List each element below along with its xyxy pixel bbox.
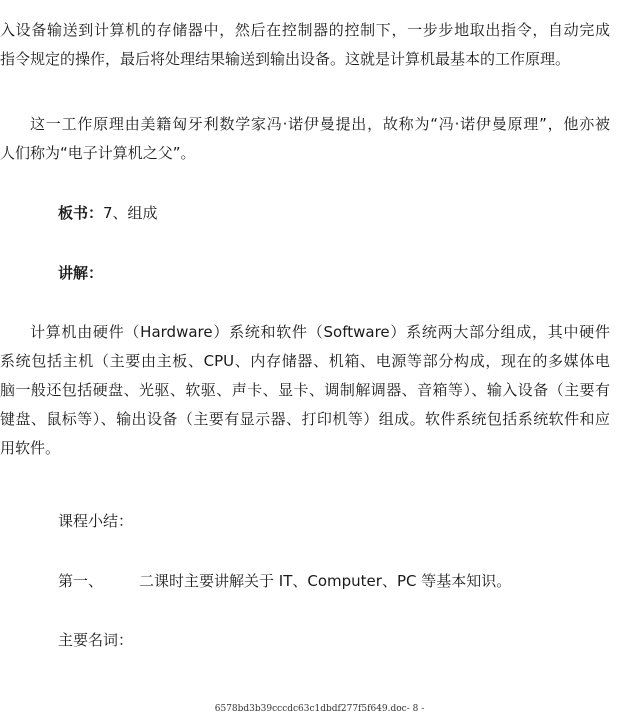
terms-heading: 主要名词： — [58, 631, 134, 649]
first-item-label: 第一、 — [58, 572, 104, 590]
text-line: 指令规定的操作，最后将处理结果输送到输出设备。这就是计算机最基本的工作原理。 — [0, 50, 571, 68]
text-line: 脑一般还包括硬盘、光驱、软驱、声卡、显卡、调制解调器、音箱等）、输入设备（主要有 — [0, 381, 610, 399]
page-footer: 6578bd3b39cccdc63c1dbdf277f5f649.doc- 8 - — [214, 704, 425, 714]
first-item — [58, 567, 511, 596]
paragraph-working-principle — [0, 16, 610, 74]
text-line: 系统包括主机（主要由主板、CPU、内存储器、机箱、电源等部分构成，现在的多媒体电 — [0, 352, 610, 370]
paragraph-von-neumann — [0, 110, 610, 168]
paragraph-composition — [0, 318, 610, 463]
text-line: 这一工作原理由美籍匈牙利数学家冯·诺伊曼提出，故称为“冯·诺伊曼原理”，他亦被 — [30, 115, 610, 133]
text-line: 计算机由硬件（Hardware）系统和软件（Software）系统两大部分组成，其中硬件 — [30, 323, 610, 341]
text-line: 人们称为“电子计算机之父”。 — [0, 144, 196, 162]
first-item-text: 二课时主要讲解关于 IT、Computer、PC 等基本知识。 — [139, 572, 512, 590]
text-line: 入设备输送到计算机的存储器中，然后在控制器的控制下，一步步地取出指令，自动完成 — [0, 21, 610, 39]
explain-heading: 讲解： — [58, 264, 104, 282]
board-text: 7、组成 — [103, 204, 158, 222]
text-line: 用软件。 — [0, 439, 61, 457]
summary-heading: 课程小结： — [58, 512, 134, 530]
board-label: 板书： — [58, 204, 104, 222]
text-line: 键盘、鼠标等）、输出设备（主要有显示器、打印机等）组成。软件系统包括系统软件和应 — [0, 410, 610, 428]
board-heading — [58, 199, 158, 228]
